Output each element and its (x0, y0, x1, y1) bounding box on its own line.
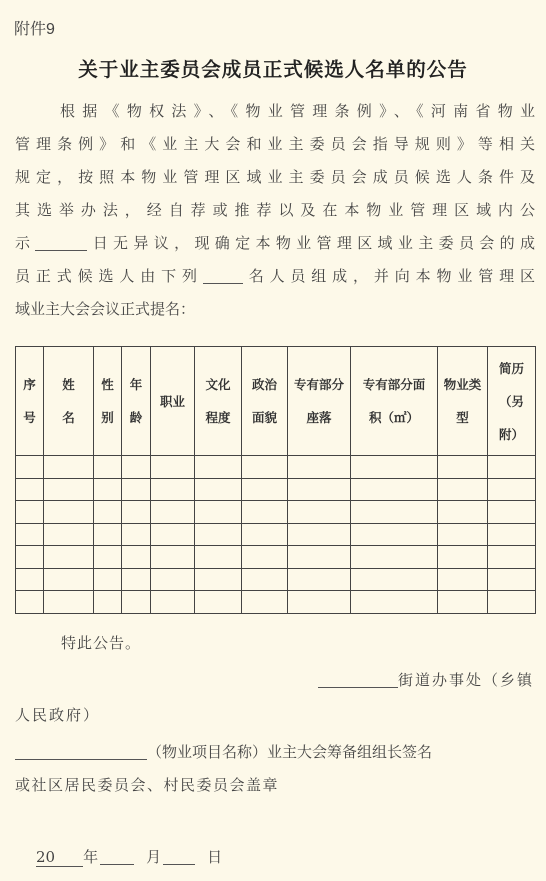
count-blank[interactable] (203, 265, 243, 284)
appendix-label: 附件9 (14, 21, 55, 38)
header-occupation: 职业 (151, 347, 195, 456)
paragraph-text: 员正式候选人由下列 (15, 267, 203, 285)
candidate-table (15, 346, 536, 614)
table-row (16, 523, 536, 546)
year-prefix: 20 (36, 848, 83, 867)
committee-signature-line (15, 741, 535, 762)
table-row (16, 568, 536, 591)
closing-text: 特此公告。 (61, 634, 142, 652)
header-serial: 序号 (16, 347, 44, 456)
header-unit-location: 专有部分座落 (288, 347, 351, 456)
issuer-line (318, 669, 534, 690)
paragraph-text: 名人员组成，并向本物业管理区 (242, 267, 535, 285)
table-row (16, 591, 536, 614)
header-education: 文化程度 (195, 347, 242, 456)
paragraph-text: 示 (15, 234, 36, 252)
header-name: 姓名 (44, 347, 94, 456)
month-blank[interactable] (100, 846, 134, 865)
paragraph-line: 其选举办法，经自荐或推荐以及在本物业管理区域内公 (15, 201, 535, 219)
issuer-line-continued: 人民政府） (15, 706, 101, 724)
days-blank[interactable] (35, 232, 87, 251)
paragraph-line: 管理条例》和《业主大会和业主委员会指导规则》等相关 (15, 135, 535, 153)
paragraph-line: 规定，按照本物业管理区域业主委员会成员候选人条件及 (15, 168, 535, 186)
street-office-blank[interactable] (318, 669, 398, 688)
day-label: 日 (207, 848, 223, 866)
table-row (16, 456, 536, 479)
table-row (16, 546, 536, 569)
date-line (36, 846, 222, 867)
paragraph-line: 根据《物权法》、《物业管理条例》、《河南省物业 (60, 102, 535, 120)
paragraph-line (15, 227, 535, 260)
month-label: 月 (146, 848, 162, 866)
header-unit-area: 专有部分面积（㎡） (351, 347, 438, 456)
paragraph-line: 域业主大会会议正式提名： (15, 300, 196, 318)
committee-seal-line: 或社区居民委员会、村民委员会盖章 (15, 776, 280, 794)
document-title: 关于业主委员会成员正式候选人名单的公告 (78, 58, 468, 81)
paragraph-text: 日无异议，现确定本物业管理区域业主委员会的成 (87, 234, 535, 252)
header-age: 年龄 (122, 347, 151, 456)
header-political-status: 政治面貌 (242, 347, 288, 456)
table-row (16, 501, 536, 524)
header-gender: 性别 (94, 347, 122, 456)
year-label: 年 (83, 848, 99, 866)
header-resume: 简历（另附） (488, 347, 536, 456)
project-name-blank[interactable] (15, 741, 147, 760)
table-header-row (16, 347, 536, 456)
committee-text: （物业项目名称）业主大会筹备组组长签名 (147, 743, 433, 761)
header-property-type: 物业类型 (438, 347, 488, 456)
day-blank[interactable] (163, 846, 195, 865)
paragraph-line (15, 260, 535, 293)
table-row (16, 478, 536, 501)
announcement-paragraph (15, 95, 535, 326)
issuer-text: 街道办事处（乡镇 (397, 671, 534, 689)
